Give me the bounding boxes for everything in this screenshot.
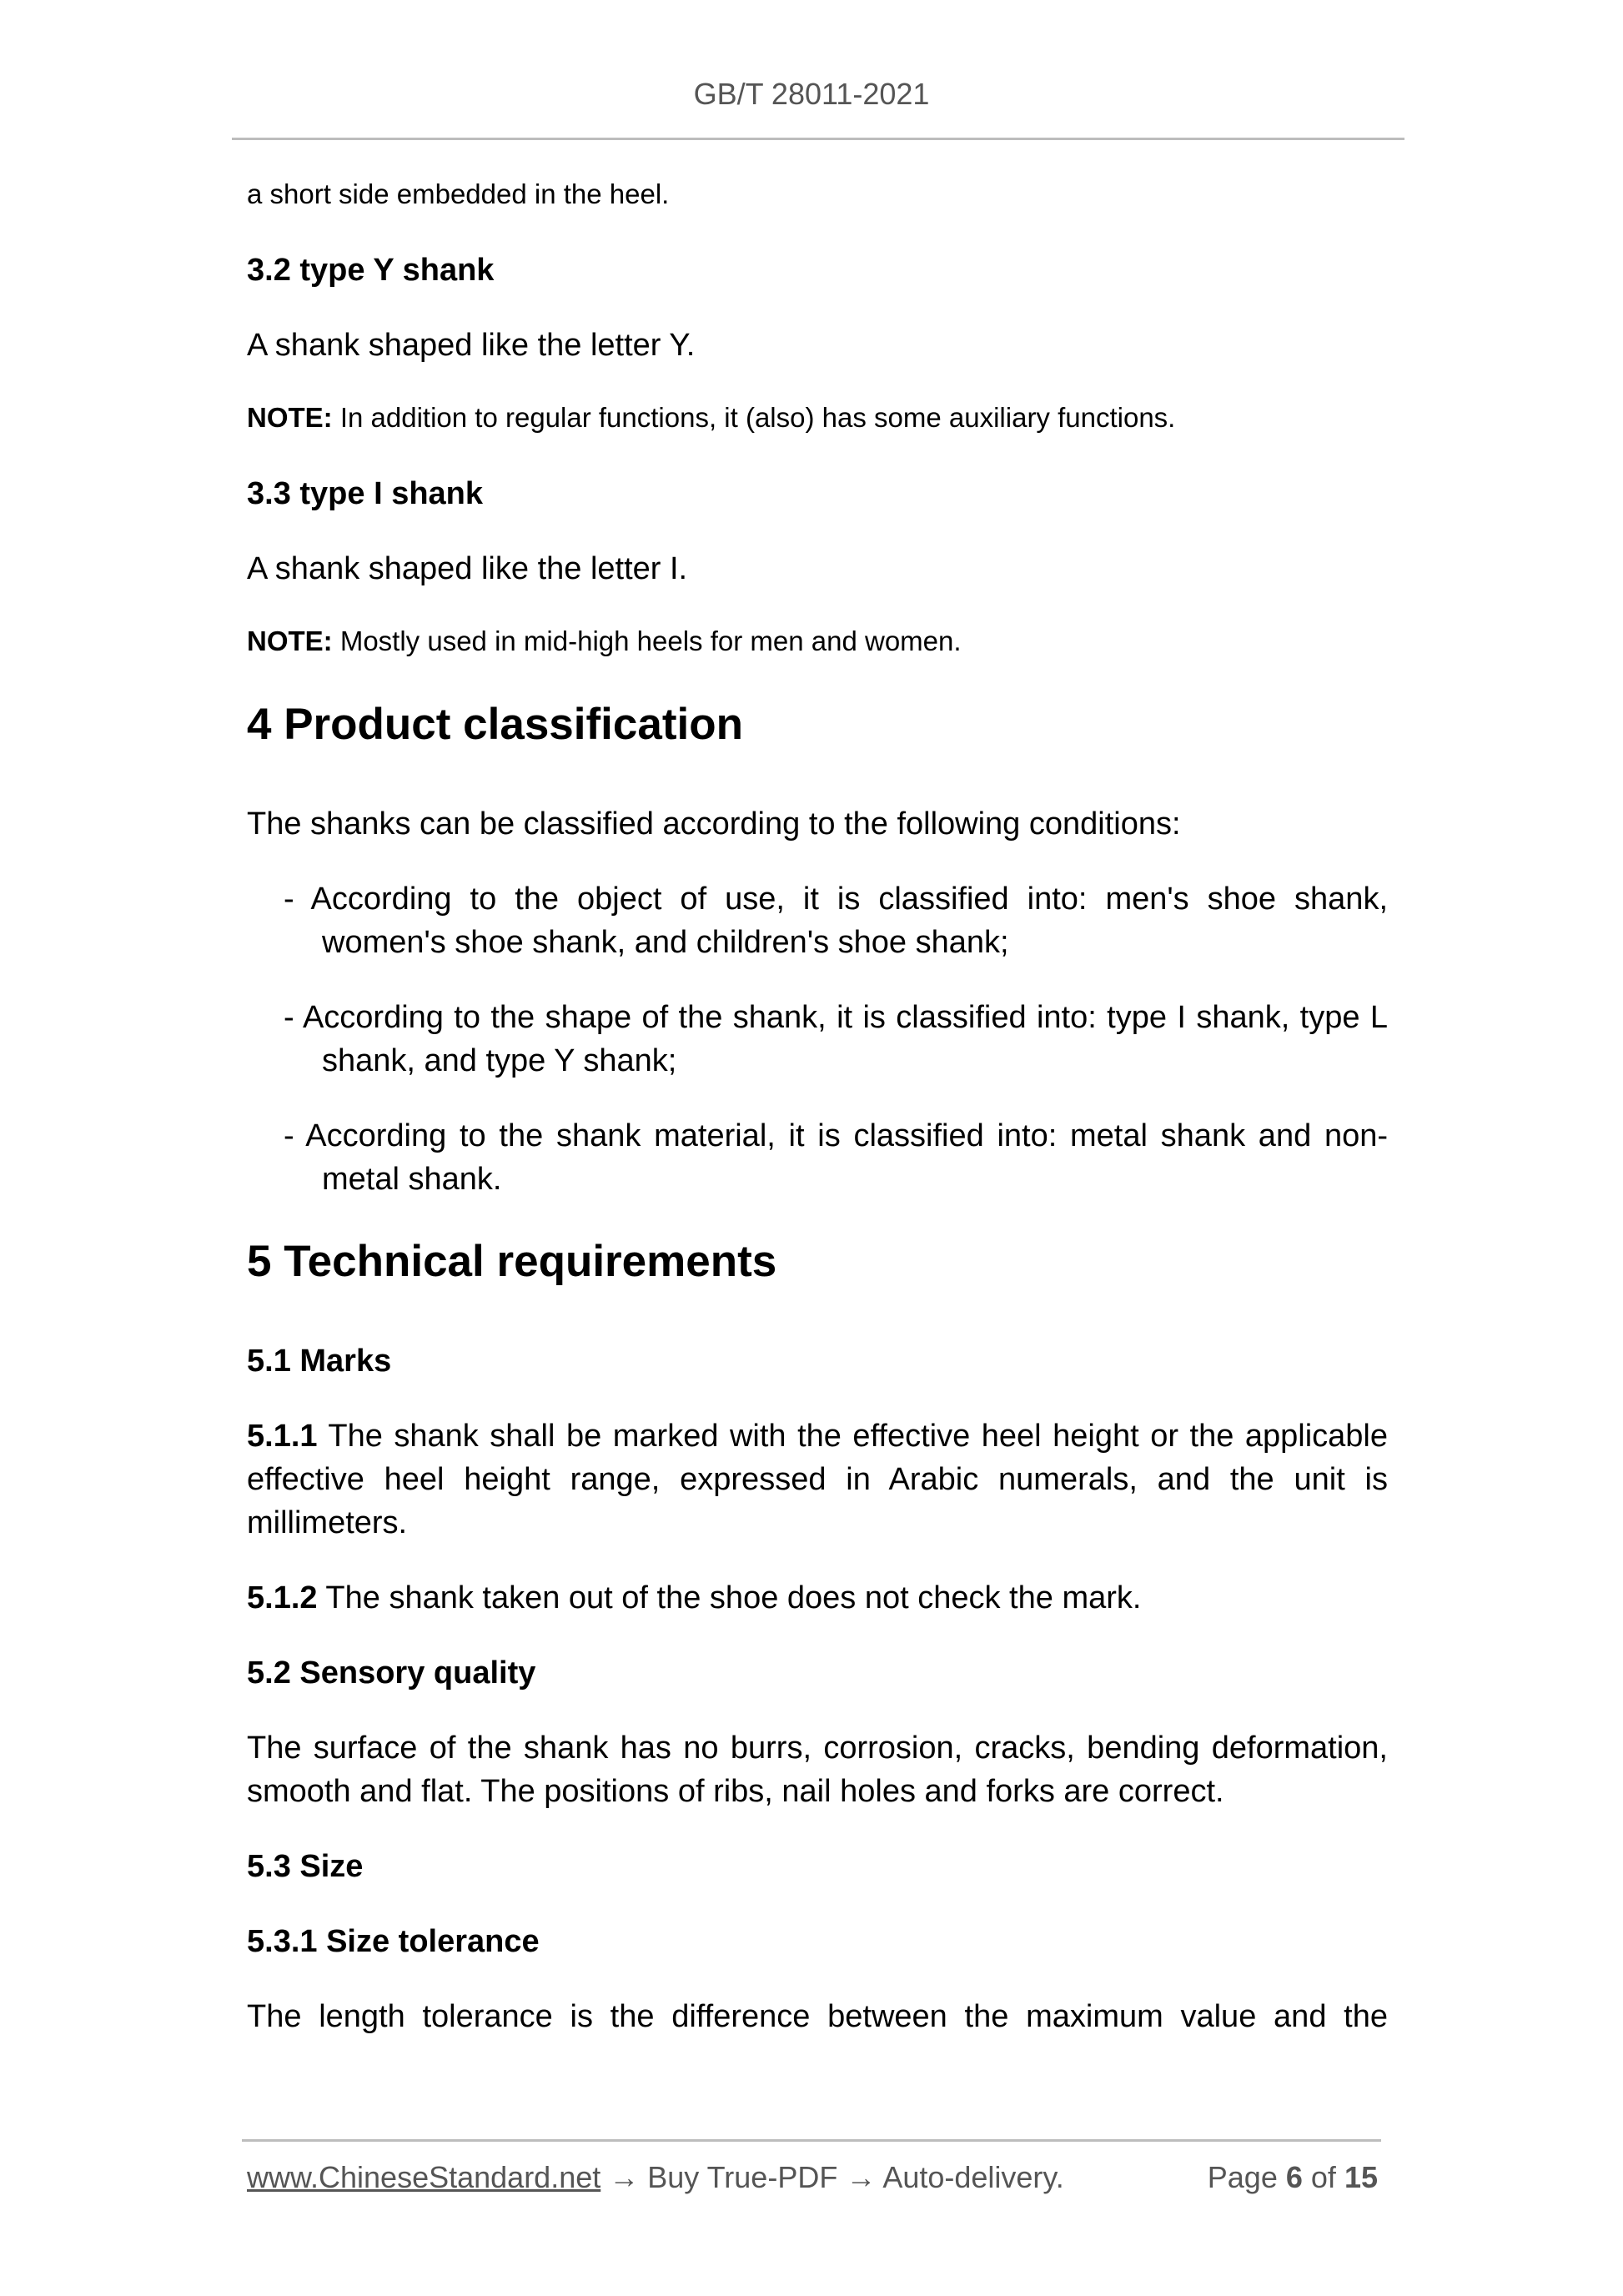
footer-tagline: → Buy True-PDF → Auto-delivery.	[600, 2160, 1064, 2194]
section-5-3-1-text: The length tolerance is the difference between the maximum value and the	[247, 1999, 1388, 2034]
document-body	[247, 175, 1388, 2070]
page-footer	[247, 2160, 1378, 2195]
note-text: Mostly used in mid-high heels for men and women.	[332, 625, 962, 656]
section-5-2-text: The surface of the shank has no burrs, corrosion, cracks, bending deformation, smooth and flat. The positions of ribs, nail holes and forks are correct.	[247, 1731, 1388, 1809]
clause-number: 5.1.2	[247, 1580, 318, 1615]
note-label: NOTE:	[247, 625, 333, 656]
section-5-1-heading: 5.1 Marks	[247, 1344, 392, 1379]
section-3-3-definition: A shank shaped like the letter I.	[247, 551, 688, 586]
section-3-3-note	[247, 622, 1388, 661]
section-5-2-heading: 5.2 Sensory quality	[247, 1655, 536, 1691]
classification-item: - According to the shank material, it is classified into: metal shank and non-metal shank.	[284, 1118, 1388, 1197]
section-4-heading: 4 Product classification	[247, 700, 743, 749]
classification-item: - According to the shape of the shank, it is classified into: type I shank, type L shank, and type Y shank;	[284, 1000, 1388, 1078]
section-3-3-heading: 3.3 type I shank	[247, 476, 484, 511]
classification-item: - According to the object of use, it is classified into: men's shoe shank, women's shoe shank, and children's shoe shank;	[284, 882, 1388, 960]
section-4-intro: The shanks can be classified according to the following conditions:	[247, 806, 1181, 842]
footer-divider	[242, 2139, 1381, 2142]
page-total: 15	[1344, 2160, 1378, 2194]
continued-paragraph: a short side embedded in the heel.	[247, 178, 670, 209]
note-label: NOTE:	[247, 402, 333, 433]
clause-text: The shank shall be marked with the effective heel height or the applicable effective heel height range, expressed in Arabic numerals, and the unit is millimeters.	[247, 1419, 1388, 1540]
section-3-2-heading: 3.2 type Y shank	[247, 253, 495, 288]
section-3-2-note	[247, 399, 1388, 437]
header-divider	[232, 138, 1404, 140]
section-5-heading: 5 Technical requirements	[247, 1237, 777, 1286]
clause-number: 5.1.1	[247, 1419, 318, 1454]
note-text: In addition to regular functions, it (also) has some auxiliary functions.	[332, 402, 1176, 433]
clause-5-1-1	[247, 1414, 1388, 1545]
page-current: 6	[1285, 2160, 1303, 2194]
page-of: of	[1310, 2160, 1336, 2194]
clause-text: The shank taken out of the shoe does not check the mark.	[317, 1580, 1142, 1615]
page-label: Page	[1207, 2160, 1278, 2194]
running-header: GB/T 28011-2021	[693, 77, 930, 111]
section-5-3-1-heading: 5.3.1 Size tolerance	[247, 1924, 540, 1959]
section-3-2-definition: A shank shaped like the letter Y.	[247, 328, 696, 363]
clause-5-1-2	[247, 1576, 1388, 1620]
website-link[interactable]: www.ChineseStandard.net	[247, 2160, 601, 2194]
section-5-3-heading: 5.3 Size	[247, 1849, 364, 1884]
page-indicator	[1208, 2160, 1378, 2195]
